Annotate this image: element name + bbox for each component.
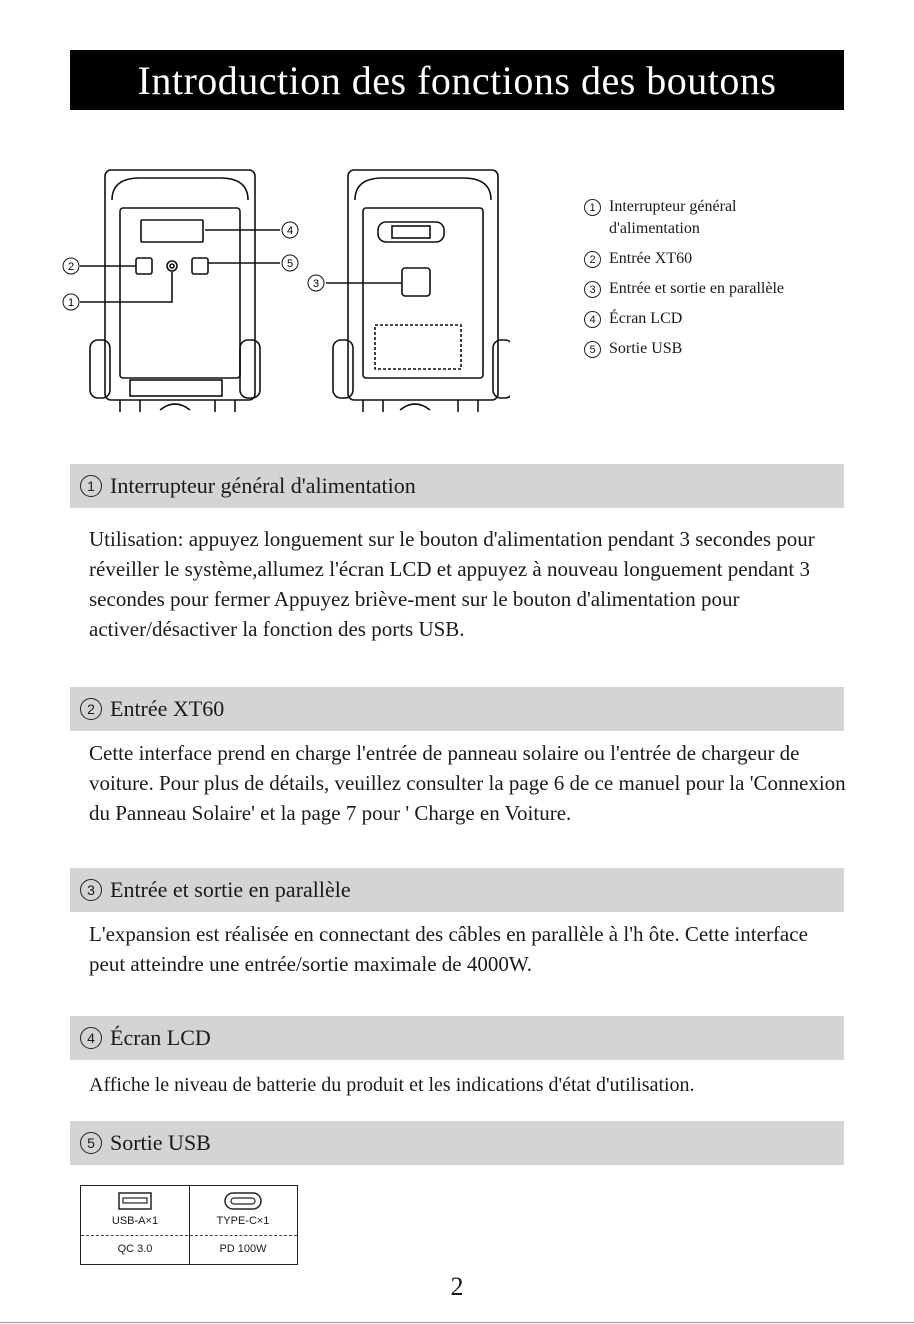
legend-item — [584, 278, 784, 300]
device-diagram — [50, 160, 510, 424]
legend-label: Entrée et sortie en parallèle — [609, 280, 785, 297]
type-c-label: TYPE-C×1 — [216, 1215, 270, 1227]
callout-3: 3 — [312, 278, 320, 290]
table-divider — [81, 1235, 297, 1236]
legend-number: 4 — [584, 311, 601, 328]
section-title: Sortie USB — [110, 1130, 211, 1155]
device-illustration — [50, 160, 510, 420]
section-number: 5 — [80, 1132, 102, 1154]
callout-legend — [584, 196, 784, 368]
paragraph: Cette interface prend en charge l'entrée de panneau solaire ou l'entrée de chargeur de voiture. Pour plus de détails, veuillez consulter la page 6 de ce manuel pour la 'Connexion du Panneau Solaire' et la page 7 pour ' Charge en Voiture. — [89, 741, 846, 825]
callout-1: 1 — [67, 297, 75, 309]
page-number: 2 — [450, 1272, 464, 1301]
usb-c-icon — [224, 1192, 262, 1213]
section-text-power-switch — [89, 524, 859, 644]
usb-a-column — [81, 1186, 190, 1264]
section-title: Écran LCD — [110, 1025, 211, 1050]
section-text-parallel — [89, 919, 809, 979]
section-title: Entrée et sortie en parallèle — [110, 877, 351, 902]
section-heading-power-switch — [70, 464, 844, 508]
legend-label: Entrée XT60 — [609, 250, 693, 267]
usb-a-label: USB-A×1 — [111, 1215, 159, 1227]
usb-ports-table — [80, 1185, 298, 1265]
legend-item — [584, 338, 784, 360]
callout-4: 4 — [286, 225, 294, 237]
usb-a-icon — [118, 1192, 152, 1213]
section-heading-usb — [70, 1121, 844, 1165]
type-c-column — [189, 1186, 297, 1264]
section-heading-parallel — [70, 868, 844, 912]
page-title: Introduction des fonctions des boutons — [70, 50, 844, 110]
legend-number: 1 — [584, 199, 601, 216]
usb-a-spec: QC 3.0 — [117, 1243, 153, 1255]
legend-item — [584, 196, 784, 240]
legend-label: Sortie USB — [609, 340, 683, 357]
page-bottom-rule — [0, 1322, 914, 1323]
section-title: Interrupteur général d'alimentation — [110, 473, 416, 498]
section-text-lcd — [89, 1070, 879, 1100]
section-number: 1 — [80, 475, 102, 497]
legend-number: 2 — [584, 251, 601, 268]
paragraph: Affiche le niveau de batterie du produit et les indications d'état d'utilisation. — [89, 1074, 695, 1096]
callout-2: 2 — [67, 261, 75, 273]
section-title: Entrée XT60 — [110, 696, 225, 721]
legend-label: Écran LCD — [609, 310, 683, 327]
section-heading-lcd — [70, 1016, 844, 1060]
paragraph: Utilisation: appuyez longuement sur le bouton d'alimentation pendant 3 secondes pour réveiller le système,allumez l'écran LCD et appuyez à nouveau longuement pendant 3 secondes pour fermer Appuyez briève-ment sur le bouton d'alimentation pour activer/désactiver la fonction des ports USB. — [89, 527, 815, 641]
section-number: 3 — [80, 879, 102, 901]
section-heading-xt60 — [70, 687, 844, 731]
section-number: 4 — [80, 1027, 102, 1049]
legend-item — [584, 308, 784, 330]
type-c-spec: PD 100W — [219, 1243, 267, 1255]
callout-5: 5 — [286, 258, 294, 270]
legend-number: 3 — [584, 281, 601, 298]
section-number: 2 — [80, 698, 102, 720]
paragraph: L'expansion est réalisée en connectant des câbles en parallèle à l'h ôte. Cette interface peut atteindre une entrée/sortie maximale de 4000W. — [89, 922, 808, 976]
legend-item — [584, 248, 784, 270]
legend-label: Interrupteur général d'alimentation — [609, 198, 737, 237]
section-text-xt60 — [89, 738, 859, 828]
legend-number: 5 — [584, 341, 601, 358]
